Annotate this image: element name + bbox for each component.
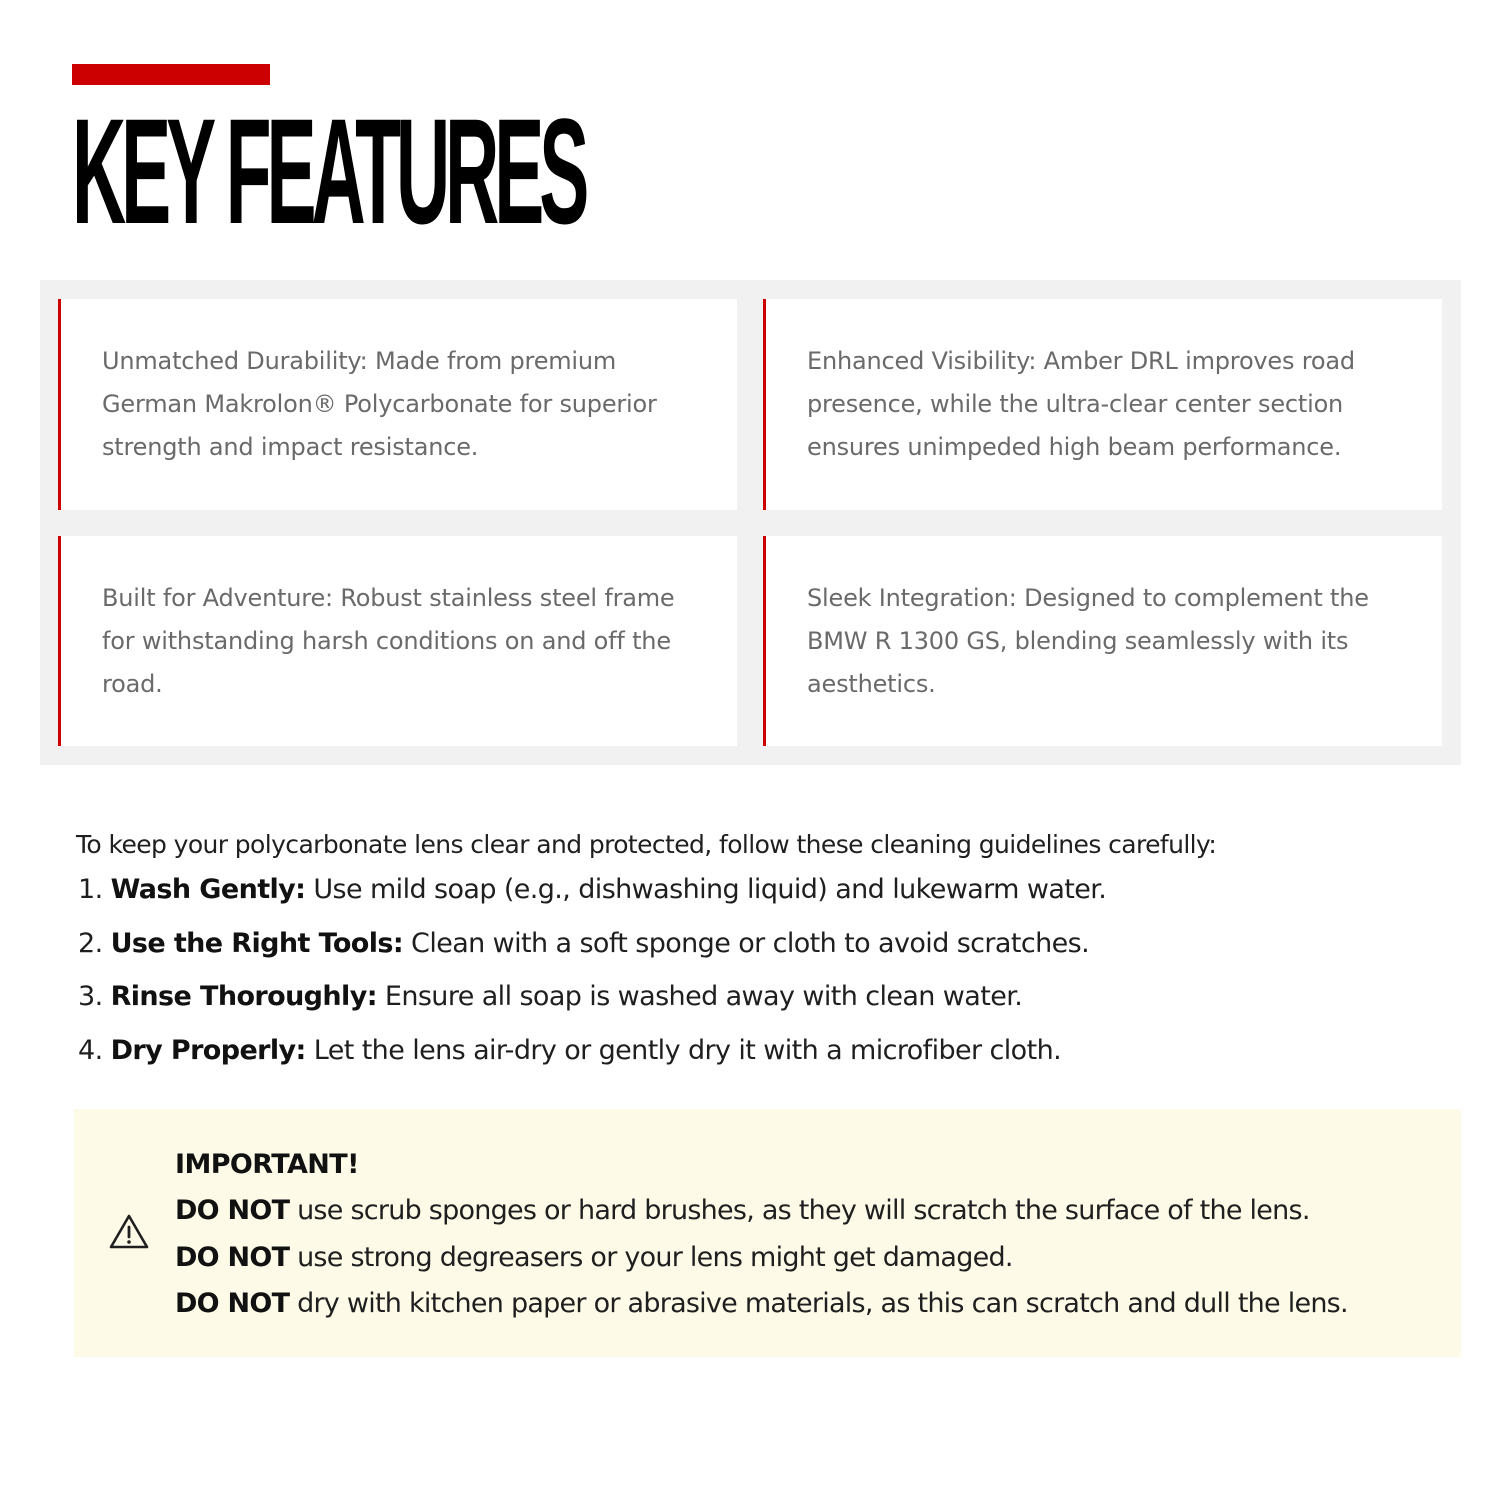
feature-card: [763, 536, 1442, 746]
warning-line: [175, 1193, 1348, 1240]
feature-text: Enhanced Visibility: Amber DRL improves road presence, while the ultra-clear center section ensures unimpeded high beam performance.: [807, 347, 1355, 461]
warning-lines: [175, 1193, 1348, 1333]
step-number: 1.: [78, 874, 103, 905]
step-number: 3.: [78, 981, 103, 1012]
feature-text: Unmatched Durability: Made from premium German Makrolon® Polycarbonate for superior strength and impact resistance.: [102, 347, 657, 461]
cleaning-intro: To keep your polycarbonate lens clear and protected, follow these cleaning guidelines carefully:: [76, 830, 1217, 859]
warning-heading: IMPORTANT!: [175, 1149, 359, 1180]
warning-text: use scrub sponges or hard brushes, as they will scratch the surface of the lens.: [289, 1195, 1310, 1226]
warning-text: use strong degreasers or your lens might get damaged.: [289, 1241, 1013, 1273]
warning-text: dry with kitchen paper or abrasive materials, as this can scratch and dull the lens.: [289, 1288, 1348, 1319]
step-title: Dry Properly:: [110, 1034, 306, 1066]
important-warning-box: [74, 1109, 1461, 1357]
step-text: Ensure all soap is washed away with clean water.: [376, 981, 1023, 1012]
warning-emphasis: DO NOT: [175, 1241, 290, 1273]
step-text: Clean with a soft sponge or cloth to avoid scratches.: [403, 927, 1090, 959]
feature-text: Sleek Integration: Designed to complement the BMW R 1300 GS, blending seamlessly with its aesthetics.: [807, 584, 1369, 698]
cleaning-steps-list: [78, 868, 1106, 1082]
warning-emphasis: DO NOT: [175, 1288, 290, 1319]
step-title: Rinse Thoroughly:: [110, 981, 377, 1012]
cleaning-step: [78, 922, 1106, 976]
step-number: 4.: [78, 1034, 103, 1066]
feature-card: [58, 536, 737, 746]
step-title: Use the Right Tools:: [110, 927, 404, 959]
step-text: Let the lens air-dry or gently dry it with a microfiber cloth.: [305, 1034, 1062, 1066]
warning-line: [175, 1240, 1348, 1287]
page-title: KEY FEATURES: [72, 87, 585, 255]
feature-text: Built for Adventure: Robust stainless steel frame for withstanding harsh conditions on and off the road.: [102, 584, 675, 698]
warning-triangle-icon: [108, 1212, 150, 1252]
features-panel: [40, 280, 1461, 765]
feature-card: [58, 299, 737, 510]
warning-line: [175, 1286, 1348, 1333]
step-text: Use mild soap (e.g., dishwashing liquid) and lukewarm water.: [305, 874, 1107, 905]
warning-emphasis: DO NOT: [175, 1195, 290, 1226]
title-accent-bar: [72, 64, 270, 85]
step-number: 2.: [78, 927, 103, 959]
feature-card: [763, 299, 1442, 510]
cleaning-step: [78, 868, 1106, 922]
step-title: Wash Gently:: [110, 874, 306, 905]
cleaning-step: [78, 1029, 1106, 1083]
cleaning-step: [78, 975, 1106, 1029]
